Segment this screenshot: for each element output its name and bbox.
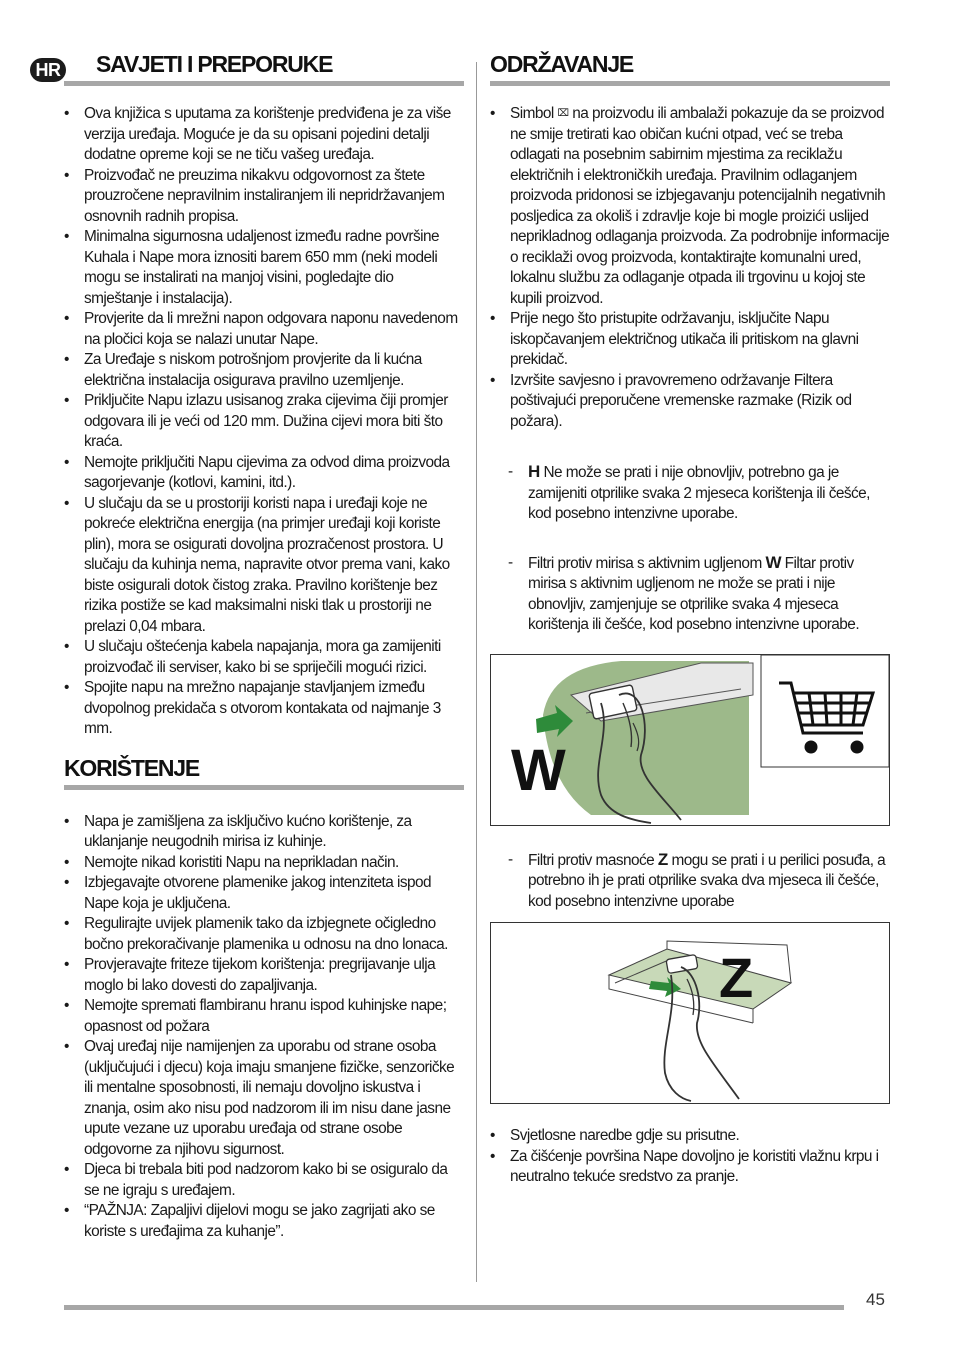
filter-h-note bbox=[490, 462, 890, 525]
koristenje-list bbox=[64, 812, 464, 1243]
charcoal-filter-illustration bbox=[491, 655, 889, 825]
odrzavanje-list-top bbox=[490, 104, 890, 432]
list-item: • Za Uređaje s niskom potrošnjom provjerite da li kućna električna instalacija osigurava pravilno uzemljenje. bbox=[64, 350, 464, 391]
right-column bbox=[490, 50, 890, 1188]
list-item: • Nemojte spremati flambiranu hranu ispod kuhinjske nape; opasnost od požara bbox=[64, 996, 464, 1037]
list-item: • Regulirajte uvijek plamenik tako da izbjegnete očigledno bočno prekoračivanje plamenika u odnosu na dno lonaca. bbox=[64, 914, 464, 955]
list-item bbox=[490, 371, 890, 433]
list-item: • Svjetlosne naredbe gdje su prisutne. bbox=[490, 1126, 890, 1147]
section-title-odrzavanje: ODRŽAVANJE bbox=[490, 51, 634, 77]
list-item: • Za čišćenje površina Nape dovoljno je koristiti vlažnu krpu i neutralno tekuće sredstvo za pranje. bbox=[490, 1147, 890, 1188]
filter-h-letter: H bbox=[528, 462, 540, 481]
footer-rule bbox=[64, 1305, 844, 1310]
filter-z-text-after: mogu se prati i u perilici posuđa, a potrebno ih je prati otprilike svaka dva mjeseca ili češće, kod posebno intenzivne uporabe bbox=[528, 851, 886, 910]
filter-w-text-before: Filtri protiv mirisa s aktivnim ugljenom bbox=[528, 554, 766, 572]
list-item-text: Izvršite savjesno i pravovremeno održavanje Filtera poštivajući preporučene vremenske razmake (Rizik od požara). bbox=[510, 371, 852, 430]
filter-z-text-before: Filtri protiv masnoće bbox=[528, 851, 658, 869]
list-item: • Provjeravajte friteze tijekom korištenja: pregrijavanje ulja moglo bi lako dovesti do zapaljivanja. bbox=[64, 955, 464, 996]
list-item-text: na proizvodu ili ambalaži pokazuje da se proizvod ne smije tretirati kao običan kućni otpad, već se treba odlagati na posebnim sabirnim mjestima za reciklažu električnih i elektroničkih uređaja. Pravilnim odlaganjem proizvoda pridonosi se izbjegavanju potencijalnih negativnih posljedica za okoliš i zdravlje koje bi mogle proizići uslijed neprikladnog odlaganja proizvoda. Za podrobnije informacije o reciklaži ovog proizvoda, kontaktirajte komunalni ured, lokalnu službu za odlaganje otpada ili trgovinu u kojoj ste kupili proizvod. bbox=[510, 105, 890, 307]
left-column bbox=[35, 50, 464, 1242]
list-item: • U slučaju da se u prostoriji koristi napa i uređaji koje ne pokreće električna energija (na primjer uređaji koji koriste plin), mora se osigurati dovoljna prozračenost prostora. U slučaju da kuhinja nema, napravite otvor prema vani, kako biste osigurali dotok čistog zraka. Pravilno korištenje bez rizika postiže se kad maksimalni niski tlak u prostoriji ne prelazi 0,04 mbara. bbox=[64, 494, 464, 638]
figure-label-w: W bbox=[511, 737, 566, 803]
column-divider bbox=[476, 62, 477, 1282]
grease-filter-illustration bbox=[491, 923, 889, 1103]
list-item: • Izbjegavajte otvorene plamenike jakog intenziteta ispod Nape koja je uključena. bbox=[64, 873, 464, 914]
filter-z-note bbox=[490, 850, 890, 913]
list-item-text: Simbol bbox=[510, 105, 558, 122]
list-item: • Minimalna sigurnosna udaljenost između radne površine Kuhala i Nape mora iznositi barem 650 mm (neki modeli mogu se instalirati na manjoj visini, pogledajte dio smještanje i instalacija). bbox=[64, 227, 464, 309]
list-item: • Ova knjižica s uputama za korištenje predviđena je za više verzija uređaja. Moguće je da su opisani pojedini detalji dodatne opreme koji se ne tiču vašeg uređaja. bbox=[64, 104, 464, 166]
odrzavanje-list-bottom bbox=[490, 1126, 890, 1188]
list-item: • Napa je zamišljena za isključivo kućno korištenje, za uklanjanje neugodnih mirisa iz kuhinje. bbox=[64, 812, 464, 853]
savjeti-list bbox=[64, 104, 464, 740]
list-item: • Djeca bi trebala biti pod nadzorom kako bi se osiguralo da se ne igraju s uređajem. bbox=[64, 1160, 464, 1201]
list-item: • Proizvođač ne preuzima nikakvu odgovornost za štete prouzročene nepravilnim instaliranjem ili nepridržavanjem osnovnih radnih propisa. bbox=[64, 166, 464, 228]
filter-w-text-after: Filtar protiv mirisa s aktivnim ugljenom ne može se prati i nije obnovljiv, zamjenjuje se otprilike svaka 4 mjeseca korištenja ili češće, kod posebno intenzivne uporabe. bbox=[528, 554, 860, 633]
heading-savjeti bbox=[35, 50, 464, 86]
list-item-text: Prije nego što pristupite održavanju, isključite Napu iskopčavanjem električnog utikača ili pritiskom na glavni prekidač. bbox=[510, 310, 859, 368]
heading-odrzavanje bbox=[490, 50, 890, 86]
page-number: 45 bbox=[866, 1290, 885, 1309]
figure-charcoal-filter bbox=[490, 654, 890, 826]
list-item bbox=[490, 104, 890, 309]
figure-label-z: Z bbox=[719, 946, 754, 1009]
list-item: • Priključite Napu izlazu usisanog zraka cijevima čiji promjer odgovara ili je veći od 120 mm. Dužina cijevi mora biti što kraća. bbox=[64, 391, 464, 453]
section-title-savjeti: SAVJETI I PREPORUKE bbox=[96, 51, 333, 77]
filter-w-letter: W bbox=[765, 552, 781, 572]
list-item: • Nemojte nikad koristiti Napu na neprikladan način. bbox=[64, 853, 464, 874]
section-title-koristenje: KORIŠTENJE bbox=[64, 754, 199, 781]
list-item: • Nemojte priključiti Napu cijevima za odvod dima proizvoda sagorjevanje (kotlovi, kamini, itd.). bbox=[64, 453, 464, 494]
list-item: • Spojite napu na mrežno napajanje stavljanjem između dvopolnog prekidača s otvorom kontakata od najmanje 3 mm. bbox=[64, 678, 464, 740]
list-item: • U slučaju oštećenja kabela napajanja, mora ga zamijeniti proizvođač ili serviser, kako bi se spriječili mogući rizici. bbox=[64, 637, 464, 678]
heading-koristenje bbox=[64, 754, 464, 790]
list-item: • “PAŽNJA: Zapaljivi dijelovi mogu se jako zagrijati ako se koriste s uređajima za kuhanje”. bbox=[64, 1201, 464, 1242]
weee-bin-icon: ⌧ bbox=[557, 108, 569, 119]
filter-h-text: Ne može se prati i nije obnovljiv, potrebno ga je zamijeniti otprilike svaka 2 mjeseca korištenja ili češće, kod posebno intenzivne uporabe. bbox=[528, 464, 870, 522]
list-item: • Ovaj uređaj nije namijenjen za uporabu od strane osoba (uključujući i djecu) koja imaju smanjene fizičke, senzoričke ili mentalne sposobnosti, ili nemaju dovoljno iskustva i znanja, osim ako nisu pod nadzorom ili im nisu dane jasne upute vezane uz uporabu uređaja od strane osobe odgovorne za njihovu sigurnost. bbox=[64, 1037, 464, 1160]
filter-z-letter: Z bbox=[657, 849, 668, 869]
list-item: • Provjerite da li mrežni napon odgovara naponu navedenom na pločici koja se nalazi unutar Nape. bbox=[64, 309, 464, 350]
figure-grease-filter bbox=[490, 922, 890, 1104]
language-badge: HR bbox=[30, 58, 66, 82]
filter-w-note bbox=[490, 553, 890, 636]
list-item bbox=[490, 309, 890, 371]
